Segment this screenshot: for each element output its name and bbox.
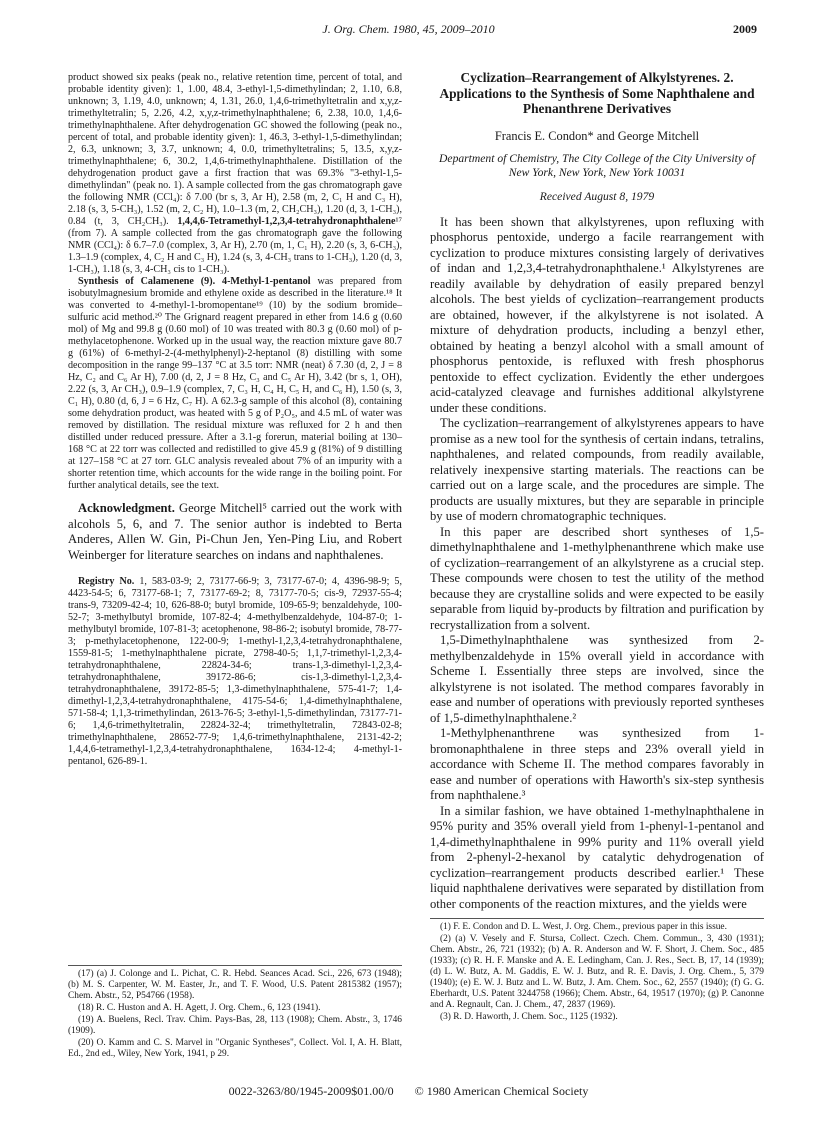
body-paragraph: In this paper are described short syntheses of 1,5-dimethylnaphthalene and 1-methylphenanthrene which make use of cyclization–rearrangement of an alkylstyrene as a crucial step. These compounds were chosen to test the utility of the method because they are crystalline solids and were expected to be easily separable from liquid by-products by filtration and purification by recrystallization from a solvent. — [430, 524, 764, 632]
authors: Francis E. Condon* and George Mitchell — [494, 128, 700, 143]
experimental-paragraph — [68, 72, 402, 276]
footnote: (17) (a) J. Colonge and L. Pichat, C. R. Hebd. Seances Acad. Sci., 226, 673 (1948); (b) M. S. Carpenter, W. M. Easter, Jr., and T. F. Wood, U.S. Patent 2815382 (1957); Chem. Abstr., 52, P54766 (1958). — [68, 969, 402, 1001]
copyright: © 1980 American Chemical Society — [414, 1084, 589, 1098]
article-code: 0022-3263/80/1945-2009$01.00/0 — [228, 1084, 394, 1098]
body-paragraph: 1-Methylphenanthrene was synthesized from 1-bromonaphthalene in three steps and 23% overall yield in accordance with Scheme II. The method compares favorably in ease and number of operations with Haworth's six-step synthesis from naphthalene.³ — [430, 726, 764, 802]
acknowledgment-heading: Acknowledgment. — [78, 501, 175, 515]
article-title: Cyclization–Rearrangement of Alkylstyrenes. 2. Applications to the Synthesis of Some Naphthalene and Phenanthrene Derivatives — [439, 70, 755, 116]
body-paragraph: The cyclization–rearrangement of alkylstyrenes appears to have promise as a new tool for the synthesis of certain indans, tetralins, naphthalenes, and related compounds, from readily available, relatively inexpensive starting materials. The reactions can be carried out on a large scale, and the procedures are simple. The products are usually mixtures, but they are separable in principle by use of modern chromatographic techniques. — [430, 416, 764, 523]
experimental-text-tail: ¹⁷ (from 7). A sample collected from the gas chromatograph gave the following NMR (CCl₄): δ 6.7–7.0 (complex, 3, Ar H), 2.70 (m, 1, C₁ H), 2.20 (s, 3, 6-CH₃), 1.3–1.9 (complex, 4, C₂ H and C₃ H), 1.24 (s, 3, 4-CH₃ trans to 1-CH₃), 1.20 (d, 3, 1-CH₃), 1.18 (s, 3, 4-CH₃ cis to 1-CH₃). — [68, 216, 402, 275]
footnote-rule — [430, 918, 764, 919]
right-footnotes — [430, 918, 764, 1024]
page-header — [0, 22, 817, 38]
body-paragraph: It has been shown that alkylstyrenes, upon refluxing with phosphorus pentoxide, undergo a facile rearrangement with cyclization to produce mixtures consisting largely of derivatives of indan and 1,2,3,4-tetrahydronaphthalene.¹ Alkylstyrenes are readily available by dehydration of easily prepared benzyl alcohols. The best yields of cyclization–rearrangement products are obtained, however, if the alkylstyrene is not isolated. A mixture of dehydration products, including a benzyl ether, obtained by heating a benzyl alcohol with a small amount of phosphorus pentoxide, is refluxed with fresh phosphorus pentoxide to effect cyclization. Evidently the ether undergoes acid-catalyzed cleavage and furnishes additional alkylstyrene under these conditions. — [430, 214, 764, 415]
left-footnotes — [68, 965, 402, 1061]
right-column — [430, 70, 764, 912]
page-number: 2009 — [733, 22, 757, 36]
acknowledgment-paragraph — [68, 501, 402, 563]
received-date: Received August 8, 1979 — [539, 189, 655, 203]
experimental-text: product showed six peaks (peak no., relative retention time, percent of total, and probable identity given): 1, 1.00, 48.4, 3-ethyl-1,5-dimethylindan; 2, 1.10, 6.8, unknown; 3, 1.19, 4.0, unknown; 4, 1.31, 26.0, 1,4,6-trimethyltetralin and x,y,z-trimethyltetralin; 5, 2.26, 4.2, x,y,z-trimethylnaphthalene; 6, 2.38, 10.0, 1,4,6-trimethylnaphthalene. After dehydrogenation GC showed the following (peak no., percent of total, and probable identity given): 1, 46.3, 3-ethyl-1,5-dimethylindan; 2, 6.3, unknown; 3, 3.7, unknown; 4, 0.0, trimethyltetralins; 5, 13.5, x,y,z-trimethylnaphthalene; 6, 30.2, 1,4,6-trimethylnaphthalene. Distillation of the dehydrogenation product gave a first fraction that was 69.3% "3-ethyl-1,5-dimethylindan" (peak no. 1). A sample collected from the gas chromatograph gave the following NMR (CCl₄): δ 7.00 (br s, 3, Ar H), 2.58 (m, 2, C₁ H and C₃ H), 2.18 (s, 3, 5-CH₃), 1.52 (m, 2, C₂ H), 1.0–1.3 (m, 2, CH₂CH₃), 1.20 (d, 3, 1-CH₃), 0.84 (t, 3, CH₂CH₃). — [68, 72, 402, 227]
synthesis-text: was prepared from isobutylmagnesium bromide and ethylene oxide as described in the literature.¹⁸ It was converted to 4-methyl-1-bromopentane¹⁹ (10) by the sodium bromide–sulfuric acid method.²⁰ The Grignard reagent prepared in ether from 14.6 g (0.60 mol) of Mg and 99.8 g (0.60 mol) of 10 was treated with 80.3 g (0.60 mol) of p-methylacetophenone. Worked up in the usual way, the reaction mixture gave 80.7 g (61%) of 6-methyl-2-(4-methylphenyl)-2-heptanol (8) distilling with some decomposition in the range 99–137 °C at 3.5 torr: NMR (neat) δ 7.30 (d, 2, J = 8 Hz, C₂ and C₆ Ar H), 7.00 (d, 2, J = 8 Hz, C₃ and C₅ Ar H), 3.42 (br s, 1, OH), 2.22 (s, 3, Ar CH₃), 0.9–1.9 (complex, 7, C₃ H, C₄ H, C₅ H, and C₆ H), 1.50 (s, 3, C₁ H), 0.80 (d, 6, J = 6 Hz, C₇ H). A 62.3-g sample of this alcohol (8), containing some dehydration product, was heated with 5 g of P₂O₅, and 4.5 mL of water was removed by distillation. The residual mixture was refluxed for 2 h and then distilled under reduced pressure. After a 3.1-g forerun, material boiling at 130–168 °C at 22 torr was collected and redistilled to give 45.9 g (81%) of 9 distilling at 127–158 °C at 27 torr. GLC analysis revealed about 7% of an impurity with a shorter retention time, which accounts for the wide range in the boiling point. For further analytical details, see the text. — [68, 276, 402, 491]
acknowledgment-text: George Mitchell⁵ carried out the work with alcohols 5, 6, and 7. The senior author is indebted to Berta Anderes, Allen W. Gin, Pi-Chun Jen, Yen-Ping Liu, and Robert Weinberger for literature searches on indans and naphthalenes. — [68, 501, 402, 562]
footnote-rule — [68, 965, 402, 966]
footnote: (20) O. Kamm and C. S. Marvel in "Organic Syntheses", Collect. Vol. I, A. H. Blatt, Ed., 2nd ed., Wiley, New York, 1941, p 29. — [68, 1038, 402, 1059]
affiliation: Department of Chemistry, The City College of the City University of New York, New York, New York 10031 — [439, 151, 755, 179]
page-footer — [0, 1084, 817, 1099]
synthesis-heading: Synthesis of Calamenene (9). 4-Methyl-1-pentanol — [78, 276, 311, 287]
footnote: (18) R. C. Huston and A. H. Agett, J. Org. Chem., 6, 123 (1941). — [78, 1003, 321, 1013]
footnote: (1) F. E. Condon and D. L. West, J. Org. Chem., previous paper in this issue. — [440, 922, 727, 932]
body-paragraph: In a similar fashion, we have obtained 1-methylnaphthalene in 95% purity and 35% overall yield from 1-phenyl-1-pentanol and 1,4-dimethylnaphthalene in 99% purity and 11% overall yield from 2-phenyl-2-hexanol by catalytic dehydrogenation of cyclization–rearrangement products described earlier.¹ These liquid naphthalene derivatives were separated by distillation from other components of the reaction mixtures, and the yields were — [430, 803, 764, 911]
footnote: (2) (a) V. Vesely and F. Stursa, Collect. Czech. Chem. Commun., 3, 430 (1931); Chem. Abstr., 26, 721 (1932); (b) A. R. Anderson and W. F. Short, J. Chem. Soc., 485 (1933); (c) R. H. F. Manske and A. E. Ledingham, Can. J. Res., Sect. B, 17, 14 (1939); (d) L. W. Butz, A. M. Gaddis, E. W. J. Butz, and R. E. Davis, J. Org. Chem., 5, 379 (1940); (e) E. W. J. Butz and L. W. Butz, J. Am. Chem. Soc., 62, 2557 (1940); (f) G. G. Eberhardt, U.S. Patent 3244758 (1966); Chem. Abstr., 64, 19517 (1970); (g) P. Canonne and A. Regnault, Can. J. Chem., 47, 2837 (1969). — [430, 934, 764, 1010]
body-paragraph: 1,5-Dimethylnaphthalene was synthesized from 2-methylbenzaldehyde in 15% overall yield in accordance with Scheme I. Essentially three steps are involved, since the alkylstyrene is not isolated. The method compares favorably in ease and number of operations with previously reported syntheses of 1,5-dimethylnaphthalene.² — [430, 633, 764, 725]
compound-heading: 1,4,4,6-Tetramethyl-1,2,3,4-tetrahydronaphthalene — [177, 216, 396, 227]
registry-heading: Registry No. — [78, 576, 135, 587]
running-head: J. Org. Chem. 1980, 45, 2009–2010 — [322, 22, 495, 36]
left-column — [68, 72, 402, 768]
footnote: (3) R. D. Haworth, J. Chem. Soc., 1125 (1932). — [440, 1012, 618, 1022]
registry-text: 1, 583-03-9; 2, 73177-66-9; 3, 73177-67-0; 4, 4396-98-9; 5, 4423-54-5; 6, 73177-68-1; 7, 73177-69-2; 8, 73177-70-5; cis-9, 72937-55-4; trans-9, 73209-42-4; 10, 626-88-0; butyl bromide, 109-65-9; benzaldehyde, 100-52-7; 3-methylbutyl bromide, 107-82-4; 4-methylbenzaldehyde, 104-87-0; 1-methylbutyl bromide, 107-81-3; acetophenone, 98-86-2; isobutyl bromide, 78-77-3; p-methylacetophenone, 122-00-9; 1-methyl-1,2,3,4-tetrahydronaphthalene, 1559-81-5; 1-methylnaphthalene picrate, 2798-40-5; 1,1,7-trimethyl-1,2,3,4-tetrahydronaphthalene, 22824-34-6; trans-1,3-dimethyl-1,2,3,4-tetrahydronaphthalene, 39172-86-6; cis-1,3-dimethyl-1,2,3,4-tetrahydronaphthalene, 39172-85-5; 1,3-dimethylnaphthalene, 575-41-7; 1,4-dimethyl-1,2,3,4-tetrahydronaphthalene, 4175-54-6; 1,4-dimethylnaphthalene, 571-58-4; 1,1,3-trimethylindan, 2613-76-5; 3-ethyl-1,5-dimethylindan, 73177-71-6; 1,4,6-trimethyltetralin, 22824-32-4; trimethyltetralin, 72843-02-8; trimethylnaphthalene, 28652-77-9; 1,4,6-trimethylnaphthalene, 2131-42-2; 1,4,4,6-tetramethyl-1,2,3,4-tetrahydronaphthalene, 1634-12-4; 4-methyl-1-pentanol, 626-89-1. — [68, 576, 403, 767]
registry-paragraph — [68, 576, 402, 768]
synthesis-paragraph — [68, 276, 402, 492]
footnote: (19) A. Buelens, Recl. Trav. Chim. Pays-Bas, 28, 113 (1908); Chem. Abstr., 3, 1746 (1909). — [68, 1015, 402, 1036]
